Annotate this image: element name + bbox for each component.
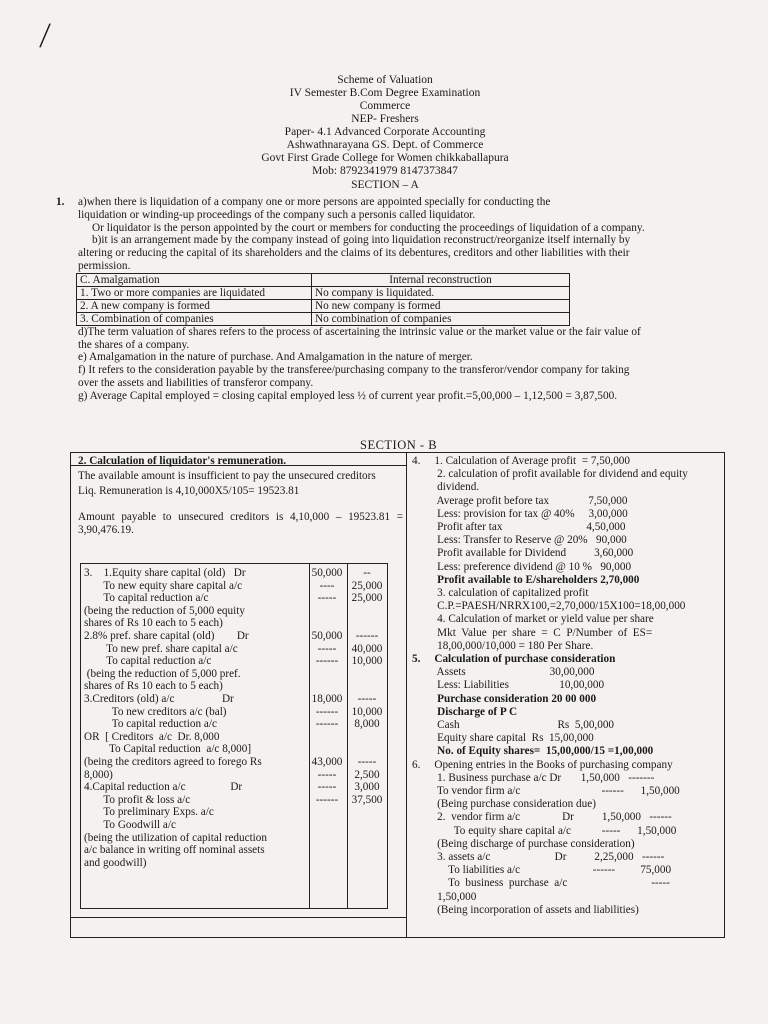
answer-line: Profit available for Dividend 3,60,000	[412, 547, 634, 560]
journal-debit: 50,000	[311, 630, 343, 642]
journal-debit: ------	[315, 718, 339, 731]
answer-line: 3. calculation of capitalized profit	[412, 587, 589, 599]
answer-line: (Being discharge of purchase consideration)	[412, 837, 635, 850]
answer-line: Less: preference dividend @ 10 % 90,000	[412, 560, 632, 573]
amount-divider	[347, 564, 348, 908]
answer-line: Discharge of P C	[412, 705, 518, 718]
q2-line: Liq. Remuneration is 4,10,000X5/105= 19523.81	[78, 484, 300, 497]
journal-credit: 3,000	[354, 781, 380, 794]
answer-line: 2. vendor firm a/c Dr 1,50,000 ------	[412, 811, 672, 824]
table-cell: No combination of companies	[312, 312, 570, 325]
journal-particulars: OR [ Creditors a/c Dr. 8,000	[84, 730, 220, 743]
section-a-title: SECTION – A	[351, 179, 419, 191]
corner-mark: /	[38, 17, 52, 54]
journal-particulars: To preliminary Exps. a/c	[84, 806, 214, 819]
answer-line: Profit available to E/shareholders 2,70,000	[412, 573, 640, 586]
answer-line: C.P.=PAESH/NRRX100,=2,70,000/15X100=18,00,000	[412, 600, 686, 613]
journal-particulars: 3.Creditors (old) a/c Dr	[84, 693, 234, 705]
answer-line: To liabilities a/c ------ 75,000	[412, 864, 672, 877]
answer-f-line: over the assets and liabilities of transferor company.	[78, 376, 314, 389]
answer-line: 1. Business purchase a/c Dr 1,50,000 -------	[412, 771, 655, 784]
answer-d-line: the shares of a company.	[78, 338, 190, 351]
row-divider	[71, 917, 406, 918]
doc-title: Scheme of Valuation	[337, 74, 433, 86]
journal-particulars: To capital reduction a/c	[84, 718, 217, 731]
journal-debit: ------	[315, 705, 339, 718]
section-a-answers	[56, 196, 705, 403]
subject: Commerce	[359, 100, 411, 112]
q2-title: 2. Calculation of liquidator's remuneration.	[78, 455, 287, 467]
answer-a-line: liquidation or winding-up proceedings of the company such a personis called liquidator.	[78, 208, 476, 221]
answer-f-line: f) It refers to the consideration payable by the transferee/purchasing company to the transferor/vendor company for taking	[78, 364, 630, 377]
journal-entries-box	[80, 563, 388, 909]
journal-debit: ------	[315, 655, 339, 668]
journal-debit: -----	[317, 642, 337, 655]
answer-line: To vendor firm a/c ------ 1,50,000	[412, 785, 680, 797]
journal-credit: -----	[357, 756, 377, 768]
journal-debit: 18,000	[311, 693, 343, 705]
table-cell: 3. Combination of companies	[77, 312, 312, 325]
journal-particulars: To new equity share capital a/c	[84, 579, 243, 592]
answer-line: Less: provision for tax @ 40% 3,00,000	[412, 507, 628, 520]
journal-credit: 10,000	[351, 705, 383, 718]
answer-b-line: altering or reducing the capital of its shareholders and the claims of its debentures, creditors and other liabilities with their	[78, 247, 630, 260]
table-row	[77, 312, 570, 325]
table-cell: 1. Two or more companies are liquidated	[77, 286, 312, 299]
journal-particulars: To profit & loss a/c	[84, 793, 191, 806]
journal-credit: ------	[355, 630, 379, 642]
answer-line: Average profit before tax 7,50,000	[412, 494, 628, 507]
journal-particulars: 3. 1.Equity share capital (old) Dr	[84, 567, 246, 579]
answer-g-line: g) Average Capital employed = closing capital employed less ½ of current year profit.=5,00,000 – 1,12,500 = 3,87,500.	[78, 389, 618, 402]
journal-credit: 37,500	[351, 793, 383, 806]
paper-title: Paper- 4.1 Advanced Corporate Accounting	[284, 126, 486, 138]
answer-line: dividend.	[412, 481, 480, 494]
answer-line: 1,50,000	[412, 890, 477, 903]
answer-a-line: Or liquidator is the person appointed by the court or members for conducting the proceedings of liquidation of a company.	[92, 221, 645, 234]
table-header-row	[77, 273, 570, 286]
answer-line: Purchase consideration 20 00 000	[412, 692, 597, 705]
journal-particulars: To new pref. share capital a/c	[84, 642, 238, 655]
column-divider	[406, 453, 407, 937]
answer-line: Cash Rs 5,00,000	[412, 719, 615, 731]
comparison-table	[76, 273, 570, 326]
amount-divider	[309, 564, 310, 908]
answer-line: (Being incorporation of assets and liabilities)	[412, 903, 639, 916]
answer-e-line: e) Amalgamation in the nature of purchase. And Amalgamation in the nature of merger.	[78, 351, 473, 364]
scheme-type: NEP- Freshers	[351, 113, 419, 125]
answer-line: 4. Calculation of market or yield value per share	[412, 613, 654, 626]
journal-debit: -----	[317, 592, 337, 605]
journal-credit: 25,000	[351, 592, 383, 605]
journal-particulars: a/c balance in writing off nominal assets	[84, 844, 265, 857]
answer-line: Assets 30,00,000	[412, 666, 595, 679]
answer-line: 18,00,000/10,000 = 180 Per Share.	[412, 639, 594, 652]
journal-debit: ------	[315, 793, 339, 806]
table-cell: No company is liquidated.	[312, 286, 570, 299]
journal-particulars: 2.8% pref. share capital (old) Dr	[84, 630, 249, 642]
answer-line: 2. calculation of profit available for dividend and equity	[412, 468, 688, 481]
journal-particulars: shares of Rs 10 each to 5 each)	[84, 680, 223, 693]
journal-particulars: 8,000)	[84, 768, 113, 781]
journal-particulars: and goodwill)	[84, 856, 147, 869]
answer-line: 3. assets a/c Dr 2,25,000 ------	[412, 851, 665, 863]
journal-debit: ----	[319, 579, 335, 592]
journal-particulars: (being the creditors agreed to forego Rs	[84, 756, 262, 768]
q2-line: Amount payable to unsecured creditors is 4,10,000 – 19523.81 = 3,90,476.19.	[78, 511, 403, 537]
answer-b-line: b)it is an arrangement made by the company instead of going into liquidation reconstruct/reorganize itself internally by	[92, 234, 631, 247]
journal-credit: 2,500	[354, 768, 380, 781]
table-header: C. Amalgamation	[77, 273, 312, 286]
author: Ashwathnarayana GS. Dept. of Commerce	[286, 139, 484, 151]
table-header: Internal reconstruction	[312, 273, 570, 286]
journal-credit: 40,000	[351, 642, 383, 655]
journal-particulars: To new creditors a/c (bal)	[84, 705, 227, 718]
table-cell: No new company is formed	[312, 299, 570, 312]
answer-line: No. of Equity shares= 15,00,000/15 =1,00,000	[412, 745, 654, 758]
question-number: 1.	[56, 196, 65, 208]
answer-line: (Being purchase consideration due)	[412, 798, 596, 811]
journal-particulars: To capital reduction a/c	[84, 592, 209, 605]
contact: Mob: 8792341979 8147373847	[312, 165, 458, 177]
journal-particulars: (being the utilization of capital reduction	[84, 831, 267, 844]
table-row	[77, 299, 570, 312]
journal-credit: 25,000	[351, 579, 383, 592]
answer-line: Equity share capital Rs 15,00,000	[412, 732, 594, 745]
journal-credit: --	[363, 567, 371, 579]
answer-line: Less: Liabilities 10,00,000	[412, 679, 605, 692]
journal-particulars: (being the reduction of 5,000 equity	[84, 604, 245, 617]
section-b-title: SECTION - B	[360, 438, 438, 452]
journal-particulars: (being the reduction of 5,000 pref.	[84, 667, 241, 680]
exam-name: IV Semester B.Com Degree Examination	[289, 87, 481, 99]
journal-debit: -----	[317, 768, 337, 781]
journal-debit: -----	[317, 781, 337, 794]
answer-line: 5. Calculation of purchase consideration	[412, 653, 616, 665]
journal-particulars: shares of Rs 10 each to 5 each)	[84, 617, 223, 630]
answer-b-line: permission.	[78, 259, 131, 272]
answer-line: To equity share capital a/c ----- 1,50,000	[412, 824, 677, 837]
journal-credit: 10,000	[351, 655, 383, 668]
answer-line: 4. 1. Calculation of Average profit = 7,50,000	[412, 455, 630, 467]
answer-line: Profit after tax 4,50,000	[412, 521, 626, 533]
left-column	[78, 455, 403, 537]
answer-d-line: d)The term valuation of shares refers to the process of ascertaining the intrinsic value or the market value or the fair value of	[78, 325, 641, 338]
table-cell: 2. A new company is formed	[77, 299, 312, 312]
table-row	[77, 286, 570, 299]
answer-line: To business purchase a/c -----	[412, 877, 670, 890]
q2-line: The available amount is insufficient to pay the unsecured creditors	[78, 469, 376, 482]
journal-debit: 43,000	[311, 756, 343, 768]
college: Govt First Grade College for Women chikkaballapura	[261, 152, 509, 164]
journal-credit: -----	[357, 693, 377, 705]
journal-particulars: To Capital reduction a/c 8,000]	[84, 743, 252, 756]
journal-particulars: To capital reduction a/c	[84, 655, 212, 668]
answer-line: 6. Opening entries in the Books of purchasing company	[412, 758, 673, 771]
journal-particulars: 4.Capital reduction a/c Dr	[84, 781, 243, 794]
journal-debit: 50,000	[311, 567, 343, 579]
journal-particulars: To Goodwill a/c	[84, 819, 176, 831]
answer-line: Less: Transfer to Reserve @ 20% 90,000	[412, 534, 627, 547]
section-b-table	[70, 452, 725, 938]
answer-line: Mkt Value per share = C P/Number of ES=	[412, 626, 653, 639]
answer-a-line: a)when there is liquidation of a company one or more persons are appointed specially for conducting the	[78, 196, 551, 208]
journal-credit: 8,000	[354, 718, 380, 731]
